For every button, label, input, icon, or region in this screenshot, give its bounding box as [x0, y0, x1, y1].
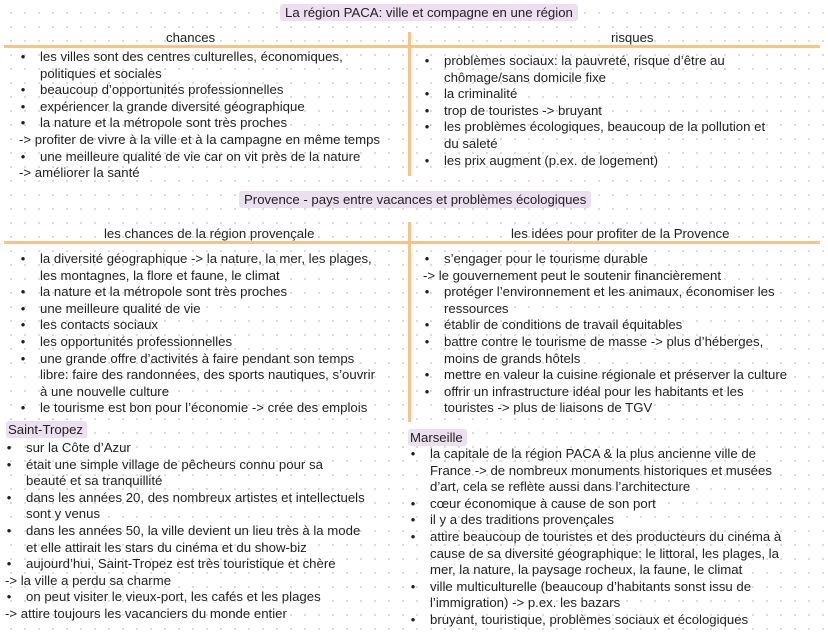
list-item-text: politiques et sociales	[40, 65, 162, 81]
list-item-line	[418, 103, 765, 120]
column-heading-idees-provence: les idées pour profiter de la Provence	[511, 226, 730, 241]
list-item-line	[0, 589, 365, 606]
list-item-text: bruyant, touristique, problèmes sociaux et écologiques	[430, 611, 749, 627]
list-item-line	[418, 284, 787, 301]
list-item-text: les prix augment (p.ex. de logement)	[444, 152, 659, 168]
list-item-line	[404, 529, 781, 546]
list-item-line	[14, 49, 380, 66]
list-item-line	[418, 334, 787, 351]
bullet-icon: •	[410, 512, 416, 528]
list-item-text: les montagnes, la flore et faune, le climat	[40, 267, 280, 283]
arrow-note-line	[0, 573, 365, 590]
list-item-line	[418, 136, 765, 153]
arrow-note-line	[14, 132, 380, 149]
column-heading-risques: risques	[611, 30, 654, 45]
bullet-icon: •	[20, 82, 26, 98]
list-item-line	[14, 400, 375, 417]
bullet-icon: •	[424, 86, 430, 102]
bullet-icon: •	[20, 284, 26, 300]
arrow-note-line	[14, 165, 380, 182]
bullet-icon: •	[20, 350, 26, 366]
list-item-text: moins de grands hôtels	[444, 350, 581, 366]
arrow-note-line	[0, 606, 365, 623]
list-item-line	[418, 400, 787, 417]
bullet-icon: •	[424, 102, 430, 118]
list-item-text: cause de sa diversité géographique: le littoral, les plages, la	[430, 545, 779, 561]
bullet-icon: •	[20, 49, 26, 64]
list-item-text: il y a des traditions provençales	[430, 512, 614, 528]
list-item-line	[404, 479, 781, 496]
list-item-text: offrir un infrastructure idéal pour les habitants et les	[444, 383, 744, 399]
list-item-line	[418, 351, 787, 368]
list-item-line	[418, 301, 787, 318]
list-chances	[14, 49, 380, 182]
list-item-text: dans les années 20, des nombreux artistes et intellectuels	[26, 489, 365, 505]
bullet-icon: •	[410, 446, 416, 461]
bullet-icon: •	[20, 317, 26, 333]
list-item-text: et elle attirait les stars du cinéma et du show-biz	[26, 539, 307, 555]
list-item-text: touristes -> plus de liaisons de TGV	[444, 400, 653, 416]
list-item-line	[14, 317, 375, 334]
list-item-line	[14, 251, 375, 268]
bullet-icon: •	[410, 611, 416, 627]
list-item-line	[14, 149, 380, 166]
list-item-text: -> le gouvernement peut le soutenir financièrement	[423, 267, 721, 283]
list-item-text: ville multiculturelle (beaucoup d’habitants sonst issu de	[430, 578, 752, 594]
list-item-text: la capitale de la région PACA & la plus ancienne ville de	[430, 446, 756, 461]
list-item-text: expériencer la grande diversité géographique	[40, 98, 305, 114]
list-item-text: ressources	[444, 300, 509, 316]
list-item-text: du saleté	[444, 135, 498, 151]
list-item-line	[418, 367, 787, 384]
list-item-line	[14, 334, 375, 351]
list-item-text: cœur économique à cause de son port	[430, 495, 656, 511]
list-item-text: -> attire toujours les vacanciers du monde entier	[5, 605, 287, 621]
column-heading-chances: chances	[166, 30, 216, 45]
list-item-line	[418, 70, 765, 87]
list-item-line	[404, 496, 781, 513]
list-item-line	[404, 546, 781, 563]
list-item-text: beauté et sa tranquillité	[26, 473, 163, 489]
bullet-icon: •	[6, 440, 12, 455]
list-item-text: sont y venus	[26, 506, 101, 522]
list-item-line	[14, 367, 375, 384]
list-item-text: la nature et la métropole sont très proches	[40, 115, 288, 131]
list-item-text: était une simple village de pêcheurs connu pour sa	[26, 456, 323, 472]
bullet-icon: •	[424, 317, 430, 333]
list-item-text: les villes sont des centres culturelles, économiques,	[40, 49, 343, 64]
arrow-note-line	[418, 268, 787, 285]
bullet-icon: •	[20, 300, 26, 316]
list-item-text: la nature et la métropole sont très proches	[40, 284, 288, 300]
bullet-icon: •	[410, 578, 416, 594]
list-item-text: mettre en valeur la cuisine régionale et préserver la culture	[444, 367, 788, 383]
list-item-line	[0, 523, 365, 540]
list-item-line	[14, 99, 380, 116]
section-title-paca: La région PACA: ville et compagne en une région	[280, 4, 578, 21]
list-item-text: dans les années 50, la ville devient un lieu très à la mode	[26, 522, 361, 538]
list-item-line	[404, 512, 781, 529]
list-item-line	[14, 82, 380, 99]
column-separator-1	[408, 32, 411, 176]
bullet-icon: •	[20, 115, 26, 131]
list-item-text: une meilleure qualité de vie car on vit près de la nature	[40, 148, 361, 164]
bullet-icon: •	[424, 251, 430, 266]
city-title-saint-tropez: Saint-Tropez	[6, 421, 87, 438]
list-item-text: libre: faire des randonnées, des sports nautiques, s’ouvrir	[40, 367, 375, 383]
bullet-icon: •	[424, 53, 430, 68]
list-idees-provence	[418, 251, 787, 417]
list-item-line	[14, 284, 375, 301]
bullet-icon: •	[424, 284, 430, 300]
list-item-text: la criminalité	[444, 86, 518, 102]
list-item-text: protéger l’environnement et les animaux, économiser les	[444, 284, 775, 300]
list-item-line	[0, 457, 365, 474]
list-item-line	[418, 119, 765, 136]
column-heading-chances-provence: les chances de la région provençale	[104, 226, 315, 241]
list-item-text: s’engager pour le tourisme durable	[444, 251, 648, 266]
bullet-icon: •	[6, 456, 12, 472]
list-item-text: les problèmes écologiques, beaucoup de la pollution et	[444, 119, 766, 135]
list-item-text: beaucoup d’opportunités professionnelles	[40, 82, 284, 98]
list-item-line	[404, 579, 781, 596]
list-marseille	[404, 446, 781, 629]
list-item-text: trop de touristes -> bruyant	[444, 102, 602, 118]
list-item-text: la diversité géographique -> la nature, la mer, les plages,	[40, 251, 372, 266]
bullet-icon: •	[410, 495, 416, 511]
list-item-line	[418, 317, 787, 334]
list-item-text: chômage/sans domicile fixe	[444, 69, 606, 85]
list-item-text: -> profiter de vivre à la ville et à la campagne en même temps	[19, 131, 380, 147]
list-item-text: les contacts sociaux	[40, 317, 159, 333]
list-item-text: attire beaucoup de touristes et des producteurs du cinéma à	[430, 528, 782, 544]
list-item-line	[0, 490, 365, 507]
table-divider-2	[4, 241, 820, 244]
list-item-line	[14, 268, 375, 285]
bullet-icon: •	[20, 400, 26, 416]
list-item-text: aujourd’hui, Saint-Tropez est très touristique et chère	[26, 556, 336, 572]
list-item-text: sur la Côte d’Azur	[26, 440, 131, 455]
bullet-icon: •	[410, 528, 416, 544]
bullet-icon: •	[20, 333, 26, 349]
list-item-text: une meilleure qualité de vie	[40, 300, 201, 316]
section-title-provence: Provence - pays entre vacances et problèmes écologiques	[239, 191, 591, 208]
bullet-icon: •	[424, 119, 430, 135]
list-risques	[418, 53, 765, 169]
bullet-icon: •	[6, 556, 12, 572]
list-item-text: France -> de nombreux monuments historiques et musées	[430, 462, 772, 478]
list-item-line	[418, 153, 765, 170]
list-item-line	[14, 301, 375, 318]
list-item-line	[404, 446, 781, 463]
table-divider-1	[4, 45, 820, 48]
bullet-icon: •	[424, 152, 430, 168]
list-item-text: d’art, cela se reflète aussi dans l’architecture	[430, 479, 691, 495]
list-item-line	[404, 612, 781, 629]
list-item-text: -> la ville a perdu sa charme	[5, 572, 172, 588]
list-item-line	[14, 66, 380, 83]
list-item-line	[418, 384, 787, 401]
bullet-icon: •	[6, 489, 12, 505]
list-saint-tropez	[0, 440, 365, 623]
list-item-line	[14, 115, 380, 132]
list-item-line	[418, 53, 765, 70]
list-item-line	[14, 351, 375, 368]
list-item-line	[0, 556, 365, 573]
list-item-text: problèmes sociaux: la pauvreté, risque d’être au	[444, 53, 725, 68]
list-item-line	[0, 540, 365, 557]
list-item-text: mer, la nature, la paysage rocheux, la faune, le climat	[430, 562, 743, 578]
bullet-icon: •	[424, 367, 430, 383]
list-item-line	[0, 506, 365, 523]
city-title-marseille: Marseille	[408, 429, 467, 446]
list-item-line	[0, 440, 365, 457]
list-item-line	[14, 384, 375, 401]
list-item-text: l’immigration) -> p.ex. les bazars	[430, 595, 621, 611]
list-item-line	[404, 562, 781, 579]
list-item-line	[404, 463, 781, 480]
bullet-icon: •	[20, 251, 26, 266]
bullet-icon: •	[20, 148, 26, 164]
bullet-icon: •	[6, 522, 12, 538]
list-item-line	[418, 251, 787, 268]
bullet-icon: •	[424, 383, 430, 399]
list-item-text: établir de conditions de travail équitables	[444, 317, 683, 333]
bullet-icon: •	[20, 98, 26, 114]
column-separator-2	[408, 222, 411, 422]
list-item-line	[0, 473, 365, 490]
list-item-text: à une nouvelle culture	[40, 383, 170, 399]
list-item-text: les opportunités professionnelles	[40, 333, 233, 349]
list-item-text: on peut visiter le vieux-port, les cafés et les plages	[26, 589, 321, 605]
list-item-text: -> améliorer la santé	[19, 165, 140, 181]
list-item-text: une grande offre d’activités à faire pendant son temps	[40, 350, 355, 366]
list-item-line	[404, 595, 781, 612]
list-item-line	[418, 86, 765, 103]
list-item-text: battre contre le tourisme de masse -> plus d’héberges,	[444, 333, 764, 349]
bullet-icon: •	[6, 589, 12, 605]
list-item-text: le tourisme est bon pour l’économie -> crée des emplois	[40, 400, 368, 416]
bullet-icon: •	[424, 333, 430, 349]
list-chances-provence	[14, 251, 375, 417]
